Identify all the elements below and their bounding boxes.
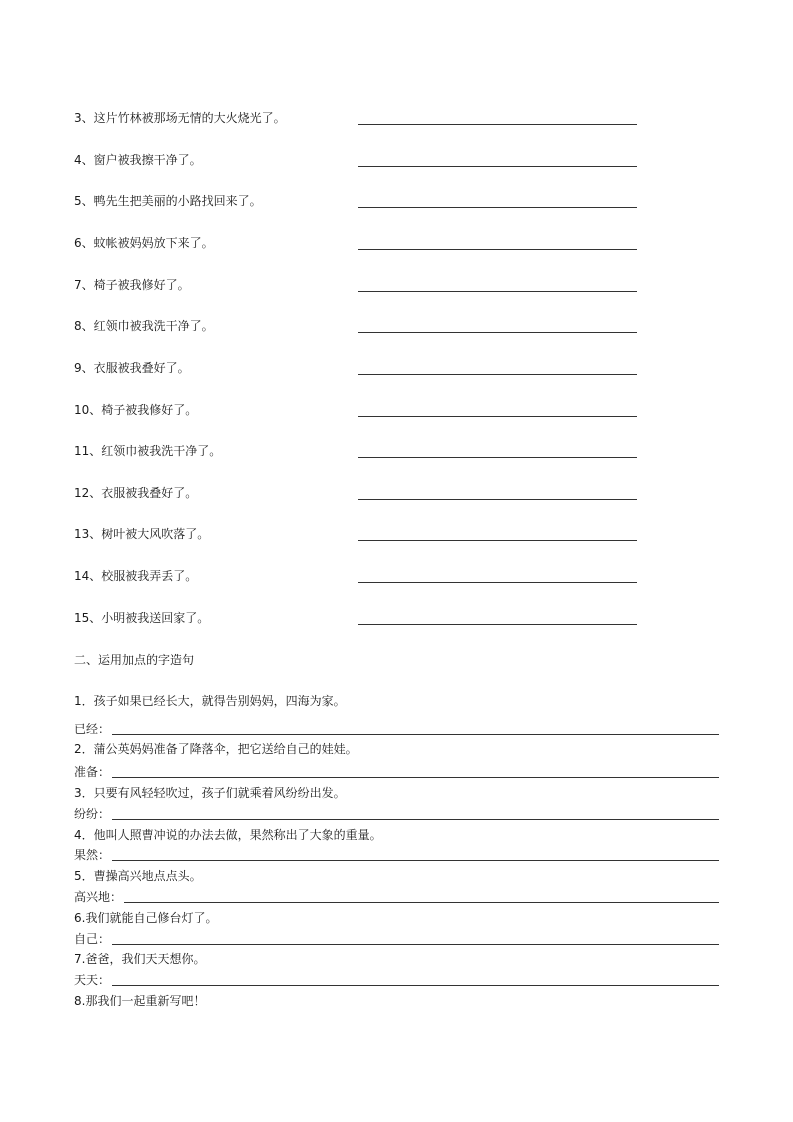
answer-line[interactable]	[358, 291, 637, 292]
exercise-item-6: 6、蚊帐被妈妈放下来了。	[74, 236, 214, 250]
answer-line[interactable]	[358, 457, 637, 458]
answer-line[interactable]	[112, 733, 719, 735]
exercise-item-9: 9、衣服被我叠好了。	[74, 361, 190, 375]
exercise-item-3: 3、这片竹林被那场无情的大火烧光了。	[74, 111, 286, 125]
answer-row-2[interactable]	[74, 765, 719, 779]
section-title: 二、运用加点的字造句	[74, 653, 195, 667]
sentence-1: 1．孩子如果已经长大，就得告别妈妈，四海为家。	[74, 694, 346, 708]
word-label: 已经：	[74, 722, 111, 736]
answer-line[interactable]	[358, 582, 637, 583]
answer-line[interactable]	[358, 624, 637, 625]
answer-row-5[interactable]	[74, 890, 719, 904]
word-label: 天天：	[74, 973, 111, 987]
exercise-item-13: 13、树叶被大风吹落了。	[74, 527, 210, 541]
sentence-3: 3．只要有风轻轻吹过，孩子们就乘着风纷纷出发。	[74, 786, 346, 800]
answer-line[interactable]	[358, 207, 637, 208]
sentence-2: 2．蒲公英妈妈准备了降落伞，把它送给自己的娃娃。	[74, 742, 358, 756]
sentence-7: 7.爸爸，我们天天想你。	[74, 952, 206, 966]
answer-line[interactable]	[358, 249, 637, 250]
answer-line[interactable]	[124, 901, 719, 903]
word-label: 自己：	[74, 932, 111, 946]
exercise-item-5: 5、鸭先生把美丽的小路找回来了。	[74, 194, 262, 208]
answer-line[interactable]	[112, 859, 719, 861]
answer-line[interactable]	[358, 166, 637, 167]
exercise-item-8: 8、红领巾被我洗干净了。	[74, 319, 214, 333]
sentence-6: 6.我们就能自己修台灯了。	[74, 911, 218, 925]
sentence-8: 8.那我们一起重新写吧！	[74, 994, 206, 1008]
word-label: 高兴地：	[74, 890, 123, 904]
answer-line[interactable]	[358, 332, 637, 333]
word-label: 果然：	[74, 848, 111, 862]
exercise-item-15: 15、小明被我送回家了。	[74, 611, 210, 625]
exercise-item-4: 4、窗户被我擦干净了。	[74, 153, 202, 167]
answer-line[interactable]	[112, 776, 719, 778]
answer-line[interactable]	[358, 540, 637, 541]
exercise-item-14: 14、校服被我弄丢了。	[74, 569, 198, 583]
answer-line[interactable]	[112, 818, 719, 820]
exercise-item-10: 10、椅子被我修好了。	[74, 403, 198, 417]
answer-row-6[interactable]	[74, 932, 719, 946]
answer-row-7[interactable]	[74, 973, 719, 987]
exercise-item-12: 12、衣服被我叠好了。	[74, 486, 198, 500]
answer-line[interactable]	[112, 984, 719, 986]
answer-line[interactable]	[358, 499, 637, 500]
exercise-item-7: 7、椅子被我修好了。	[74, 278, 190, 292]
answer-line[interactable]	[358, 374, 637, 375]
sentence-5: 5．曹操高兴地点点头。	[74, 869, 202, 883]
word-label: 纷纷：	[74, 807, 111, 821]
answer-line[interactable]	[358, 124, 637, 125]
exercise-item-11: 11、红领巾被我洗干净了。	[74, 444, 222, 458]
answer-line[interactable]	[112, 943, 719, 945]
answer-row-3[interactable]	[74, 807, 719, 821]
answer-row-1[interactable]	[74, 722, 719, 736]
answer-line[interactable]	[358, 416, 637, 417]
answer-row-4[interactable]	[74, 848, 719, 862]
sentence-4: 4．他叫人照曹冲说的办法去做，果然称出了大象的重量。	[74, 828, 382, 842]
word-label: 准备：	[74, 765, 111, 779]
